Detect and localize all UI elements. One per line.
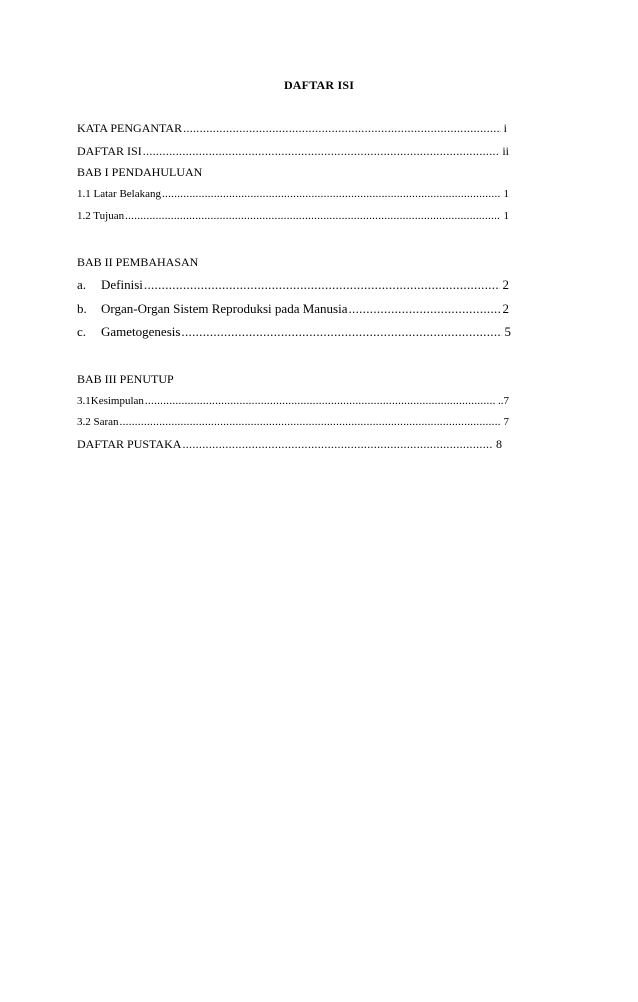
toc-leader-dots	[348, 301, 499, 317]
toc-entry-label: 1.1 Latar Belakang	[77, 188, 161, 200]
toc-entry-label: Definisi	[101, 277, 143, 292]
toc-leader-dots	[125, 210, 500, 222]
toc-leader-dots	[183, 121, 501, 136]
toc-leader-dots	[144, 277, 500, 293]
toc-entry-saran	[77, 416, 509, 428]
toc-leader-dots	[181, 324, 501, 340]
toc-entry-tujuan	[77, 210, 509, 222]
toc-entry-definisi	[77, 277, 509, 293]
bab3-heading: BAB III PENUTUP	[77, 372, 174, 386]
toc-entry-daftar-isi	[77, 144, 509, 159]
bab1-heading: BAB I PENDAHULUAN	[77, 165, 203, 179]
toc-entry-page: 7	[503, 416, 509, 428]
toc-entry-page: 5	[504, 324, 511, 339]
toc-leader-dots	[182, 437, 493, 452]
toc-leader-dots	[143, 144, 500, 159]
toc-entry-page: 1	[503, 210, 509, 222]
toc-entry-marker: b.	[77, 301, 87, 316]
toc-entry-kesimpulan	[77, 395, 509, 407]
toc-entry-page: 2	[502, 301, 509, 316]
toc-entry-page: ii	[502, 144, 509, 158]
toc-entry-label: Organ-Organ Sistem Reproduksi pada Manusia	[101, 301, 348, 316]
toc-leader-dots	[120, 416, 501, 428]
toc-leader-dots	[162, 188, 501, 200]
toc-entry-label: 3.2 Saran	[77, 416, 119, 428]
toc-entry-label: DAFTAR ISI	[77, 144, 142, 158]
toc-entry-marker: c.	[77, 324, 87, 339]
toc-entry-latar-belakang	[77, 188, 509, 200]
toc-entry-page: 2	[502, 277, 509, 292]
toc-entry-page: 1	[503, 188, 509, 200]
toc-entry-label: DAFTAR PUSTAKA	[77, 437, 182, 451]
toc-entry-label: Gametogenesis	[101, 324, 181, 339]
toc-entry-label: 1.2 Tujuan	[77, 210, 125, 222]
toc-entry-label: KATA PENGANTAR	[77, 121, 183, 135]
toc-entry-organ-organ	[77, 301, 509, 317]
page-title: DAFTAR ISI	[283, 78, 355, 92]
toc-leader-dots	[145, 395, 495, 407]
toc-entry-page: 8	[496, 437, 502, 451]
bab2-heading: BAB II PEMBAHASAN	[77, 255, 199, 269]
toc-entry-page: ..7	[498, 395, 509, 407]
toc-entry-label: 3.1Kesimpulan	[77, 395, 144, 407]
toc-entry-page: i	[503, 121, 507, 135]
toc-entry-gametogenesis	[77, 324, 511, 340]
toc-entry-marker: a.	[77, 277, 87, 292]
toc-entry-daftar-pustaka	[77, 437, 502, 452]
toc-entry-kata-pengantar	[77, 121, 507, 136]
